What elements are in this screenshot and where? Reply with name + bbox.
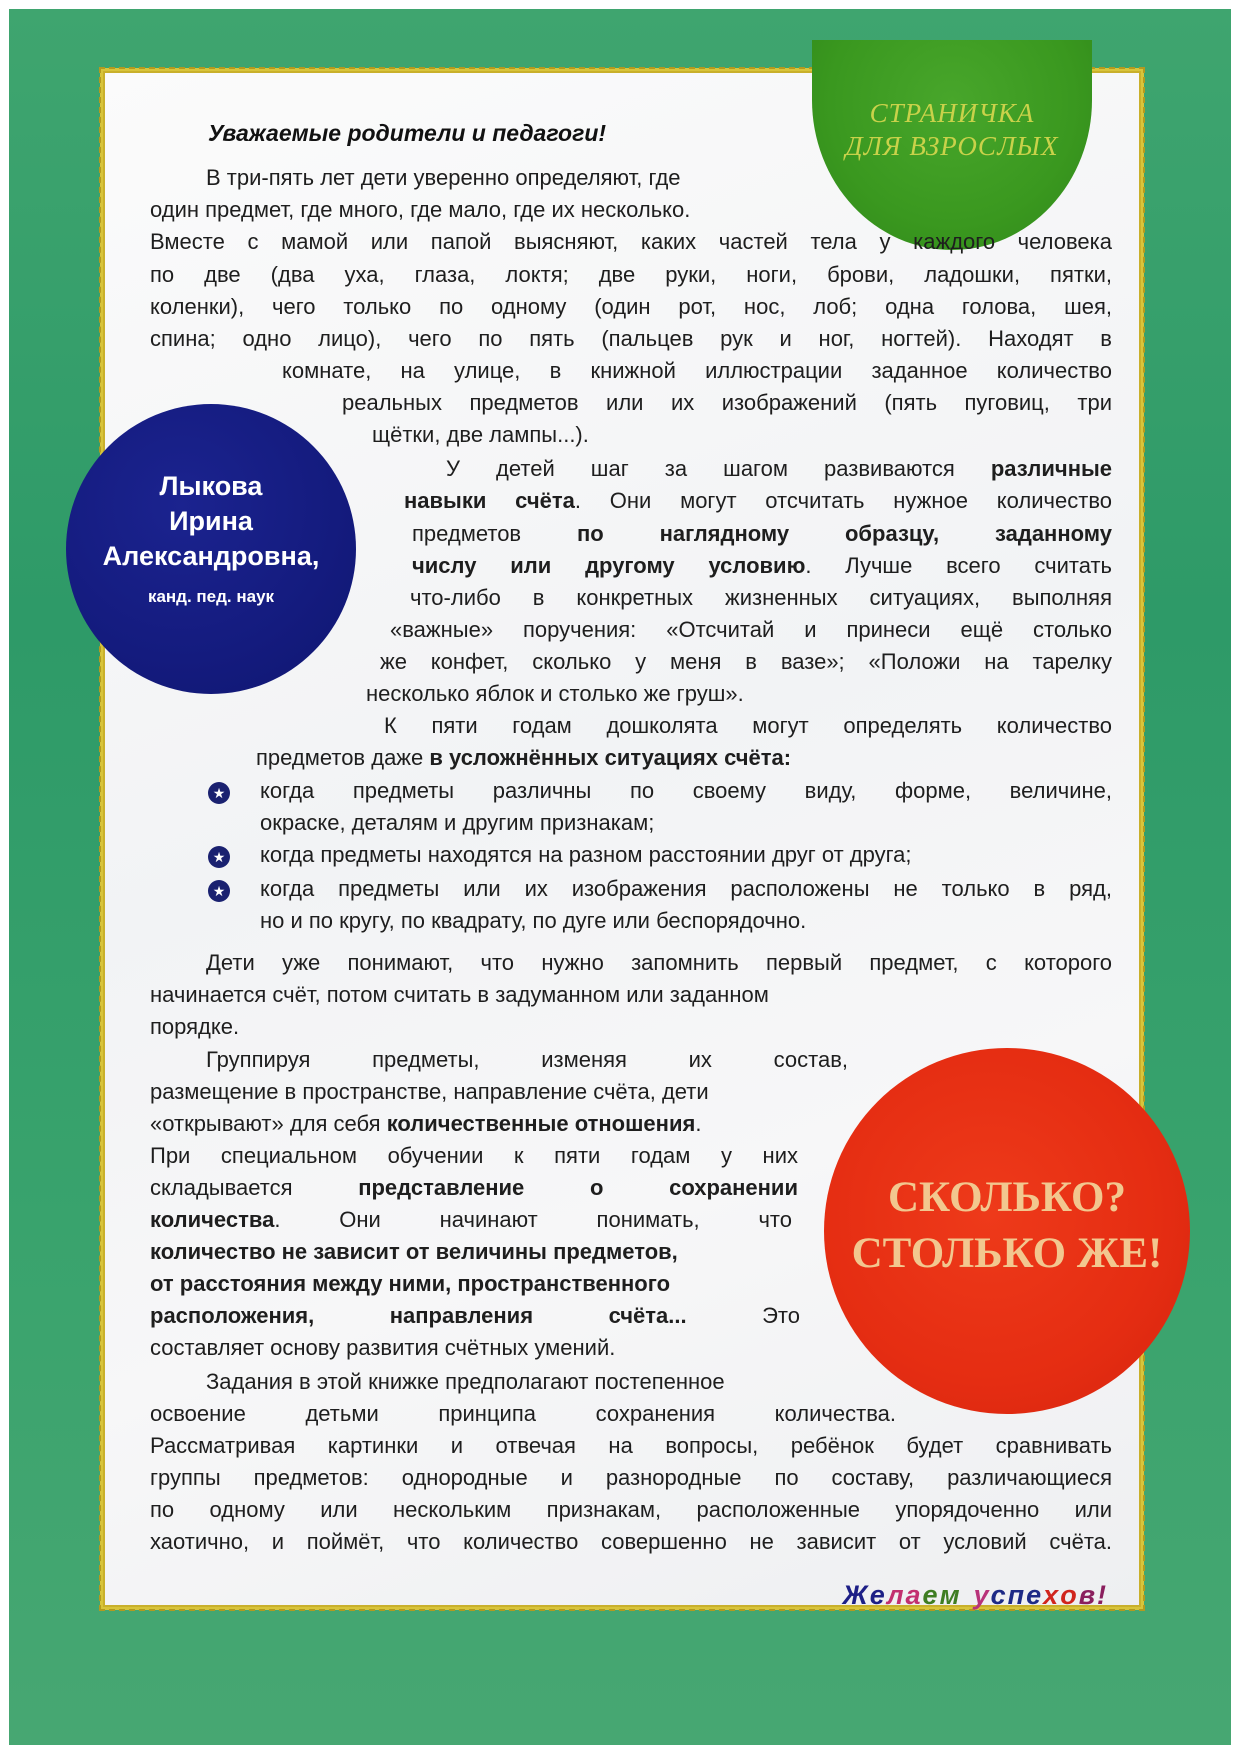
wish-letter: у xyxy=(973,1580,991,1610)
title-line-1: СКОЛЬКО? xyxy=(888,1174,1126,1221)
wish-letter: ! xyxy=(1097,1580,1108,1610)
bullet-1-line-2: окраске, деталям и другим признакам; xyxy=(260,810,655,835)
p2-line-5: что-либо в конкретных жизненных ситуациях, выполняя xyxy=(410,585,1112,610)
p5-line-7: количество не зависит от величины предметов, xyxy=(150,1239,678,1264)
p1-line-8: реальных предметов или их изображений (пять пуговиц, три xyxy=(342,390,1112,415)
wish-letter: м xyxy=(939,1580,962,1610)
p1-line-6: спина; одно лицо), чего по пять (пальцев рук и ног, ногтей). Находят в xyxy=(150,326,1112,351)
wish-letter: а xyxy=(905,1580,923,1610)
title-badge xyxy=(824,1048,1190,1414)
p1-line-1: В три-пять лет дети уверенно определяют, где xyxy=(206,165,681,190)
wish-letter: Ж xyxy=(842,1580,870,1610)
p5-line-4: При специальном обучении к пяти годам у них xyxy=(150,1143,798,1168)
p2-bold: различные xyxy=(990,456,1112,481)
bullet-3-line-1: когда предметы или их изображения расположены не только в ряд, xyxy=(260,876,1112,901)
wish-letter: л xyxy=(886,1580,906,1610)
star-bullet-icon: ★ xyxy=(208,880,230,902)
p2-line-7: же конфет, сколько у меня в вазе»; «Положи на тарелку xyxy=(380,649,1112,674)
badge-line-1: СТРАНИЧКА xyxy=(869,98,1035,128)
p5-line-1: Группируя предметы, изменяя их состав, xyxy=(206,1047,848,1072)
p6-line-1: Задания в этой книжке предполагают постепенное xyxy=(206,1369,725,1394)
p5-text: . Они начинают понимать, что xyxy=(274,1207,792,1232)
p2-line-2 xyxy=(404,488,1112,514)
p6-line-2: освоение детьми принципа сохранения количества. xyxy=(150,1401,896,1426)
star-bullet-icon: ★ xyxy=(208,846,230,868)
author-badge xyxy=(66,404,356,694)
p4-line-3: порядке. xyxy=(150,1014,240,1039)
p5-text: . xyxy=(695,1111,702,1136)
bullet-2-line-1: когда предметы находятся на разном расстоянии друг от друга; xyxy=(260,842,912,867)
p2-text: . Лучше всего считать xyxy=(805,553,1112,578)
p2-bold: по наглядному образцу, заданному xyxy=(576,521,1112,546)
p3-text: предметов даже xyxy=(256,745,430,770)
p2-bold: числу или другому условию xyxy=(412,553,806,578)
p1-line-4: по две (два уха, глаза, локтя; две руки, ноги, брови, ладошки, пятки, xyxy=(150,262,1112,287)
title-line-2: СТОЛЬКО ЖЕ! xyxy=(851,1230,1163,1277)
wish-letter: х xyxy=(1043,1580,1061,1610)
p1-line-9: щётки, две лампы...). xyxy=(372,422,589,447)
wish-letter: п xyxy=(1007,1580,1027,1610)
p5-line-3 xyxy=(150,1111,701,1137)
p5-line-2: размещение в пространстве, направление счёта, дети xyxy=(150,1079,709,1104)
p5-text: складывается xyxy=(150,1175,359,1200)
wish-letter: с xyxy=(990,1580,1008,1610)
p1-line-3: Вместе с мамой или папой выясняют, каких частей тела у каждого человека xyxy=(150,229,1112,254)
p5-line-8: от расстояния между ними, пространственного xyxy=(150,1271,671,1296)
wish-letter: е xyxy=(922,1580,940,1610)
p5-bold: расположения, направления счёта... xyxy=(150,1303,687,1328)
author-degree: канд. пед. наук xyxy=(147,587,275,606)
p2-line-6: «важные» поручения: «Отсчитай и принеси ещё столько xyxy=(390,617,1112,642)
badge-line-2: ДЛЯ ВЗРОСЛЫХ xyxy=(845,131,1059,161)
wish-letter: е xyxy=(1026,1580,1044,1610)
p5-line-5 xyxy=(150,1175,798,1201)
closing-wish xyxy=(843,1580,1108,1611)
greeting-heading: Уважаемые родители и педагоги! xyxy=(208,120,607,146)
p2-line-1 xyxy=(446,456,1112,482)
p5-line-9 xyxy=(150,1303,800,1329)
p1-line-5: коленки), чего только по одному (один рот, нос, лоб; одна голова, шея, xyxy=(150,294,1112,319)
p2-line-4 xyxy=(412,553,1112,579)
p1-line-2: один предмет, где много, где мало, где их несколько. xyxy=(150,197,691,222)
p2-line-8: несколько яблок и столько же груш». xyxy=(366,681,744,706)
p6-line-5: по одному или нескольким признакам, расположенные упорядоченно или xyxy=(150,1497,1112,1522)
p3-bold: в усложнённых ситуациях счёта: xyxy=(429,745,792,770)
p2-text: У детей шаг за шагом развиваются xyxy=(446,456,991,481)
p5-bold: количества xyxy=(150,1207,275,1232)
author-surname: Лыкова xyxy=(159,471,263,501)
p6-line-4: группы предметов: однородные и разнородные по составу, различающиеся xyxy=(150,1465,1112,1490)
p5-bold: представление о сохранении xyxy=(358,1175,798,1200)
author-first-name: Ирина xyxy=(169,506,253,536)
p5-line-6 xyxy=(150,1207,792,1233)
star-bullet-icon: ★ xyxy=(208,782,230,804)
p2-text: предметов xyxy=(412,521,577,546)
p2-line-3 xyxy=(412,521,1112,547)
p4-line-2: начинается счёт, потом считать в задуманном или заданном xyxy=(150,982,769,1007)
wish-letter: в xyxy=(1078,1580,1097,1610)
p5-line-10: составляет основу развития счётных умений. xyxy=(150,1335,616,1360)
p3-line-1: К пяти годам дошколята могут определять количество xyxy=(384,713,1112,738)
wish-letter: е xyxy=(869,1580,887,1610)
p3-line-2 xyxy=(256,745,791,771)
p2-text: . Они могут отсчитать нужное количество xyxy=(574,488,1112,513)
p6-line-3: Рассматривая картинки и отвечая на вопросы, ребёнок будет сравнивать xyxy=(150,1433,1112,1458)
p6-line-6: хаотично, и поймёт, что количество совершенно не зависит от условий счёта. xyxy=(150,1529,1112,1554)
p5-text: «открывают» для себя xyxy=(150,1111,387,1136)
wish-letter: о xyxy=(1060,1580,1079,1610)
p5-bold: количественные отношения xyxy=(386,1111,696,1136)
bullet-3-line-2: но и по кругу, по квадрату, по дуге или беспорядочно. xyxy=(260,908,807,933)
p2-bold: навыки счёта xyxy=(404,488,575,513)
p4-line-1: Дети уже понимают, что нужно запомнить первый предмет, с которого xyxy=(206,950,1112,975)
bullet-1-line-1: когда предметы различны по своему виду, форме, величине, xyxy=(260,778,1112,803)
p1-line-7: комнате, на улице, в книжной иллюстрации заданное количество xyxy=(282,358,1112,383)
author-patronymic: Александровна, xyxy=(102,541,320,571)
p5-text: Это xyxy=(686,1303,800,1328)
